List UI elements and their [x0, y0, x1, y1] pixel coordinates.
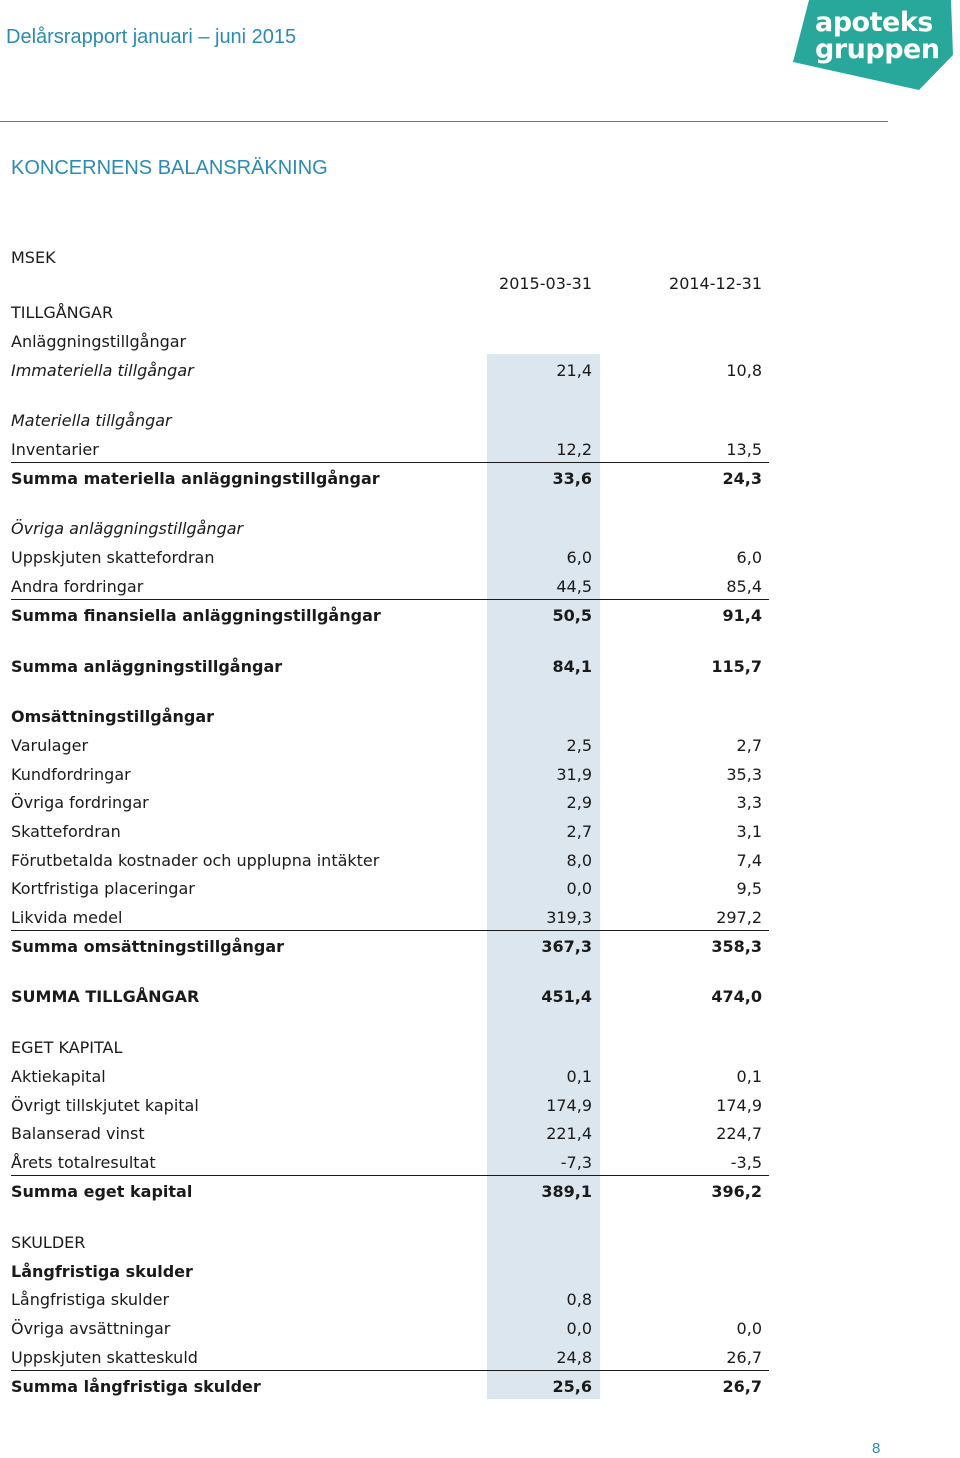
table-row: [0, 878, 960, 902]
logo-line2: gruppen: [815, 34, 940, 65]
value-2015-03-31: 451,4: [541, 987, 592, 1006]
row-label: Balanserad vinst: [11, 1124, 145, 1143]
value-2015-03-31: 0,8: [566, 1290, 592, 1309]
row-label: Anläggningstillgångar: [11, 332, 187, 351]
table-row: [0, 468, 960, 492]
value-2014-12-31: 3,1: [736, 822, 762, 841]
value-2014-12-31: 358,3: [711, 937, 762, 956]
row-label: Årets totalresultat: [11, 1153, 156, 1172]
table-row: [0, 439, 960, 463]
value-2014-12-31: 24,3: [722, 469, 762, 488]
value-2015-03-31: 33,6: [552, 469, 592, 488]
row-label: Immateriella tillgångar: [11, 361, 194, 380]
value-2014-12-31: 13,5: [726, 440, 762, 459]
value-2015-03-31: 221,4: [546, 1124, 592, 1143]
table-row: [0, 360, 960, 384]
table-row: [0, 1095, 960, 1119]
table-row: [0, 1347, 960, 1371]
logo-line1: apoteks: [815, 7, 933, 38]
value-2015-03-31: 0,0: [566, 879, 592, 898]
row-label: Likvida medel: [11, 908, 123, 927]
row-label: Långfristiga skulder: [11, 1290, 170, 1309]
value-2014-12-31: 174,9: [716, 1096, 762, 1115]
row-label: Summa långfristiga skulder: [11, 1377, 261, 1396]
row-label: Omsättningstillgångar: [11, 707, 215, 726]
table-row: [0, 850, 960, 874]
row-label: SUMMA TILLGÅNGAR: [11, 987, 200, 1006]
value-2015-03-31: 21,4: [556, 361, 592, 380]
page-number: 8: [872, 1440, 881, 1457]
row-label: Inventarier: [11, 440, 99, 459]
column-header-2015: 2015-03-31: [499, 274, 592, 293]
table-row: [0, 547, 960, 571]
row-label: Kortfristiga placeringar: [11, 879, 195, 898]
value-2015-03-31: 24,8: [556, 1348, 592, 1367]
subtotal-rule: [11, 1370, 769, 1371]
table-row: [0, 1181, 960, 1205]
value-2015-03-31: 2,7: [566, 822, 592, 841]
value-2014-12-31: 85,4: [726, 577, 762, 596]
value-2015-03-31: 367,3: [541, 937, 592, 956]
value-2014-12-31: 9,5: [736, 879, 762, 898]
row-label: Uppskjuten skattefordran: [11, 548, 215, 567]
value-2014-12-31: 224,7: [716, 1124, 762, 1143]
apoteksgruppen-logo: [791, 0, 956, 92]
row-label: Summa omsättningstillgångar: [11, 937, 285, 956]
value-2014-12-31: 26,7: [722, 1377, 762, 1396]
row-label: Långfristiga skulder: [11, 1262, 193, 1281]
value-2015-03-31: 8,0: [566, 851, 592, 870]
value-2014-12-31: 7,4: [736, 851, 762, 870]
table-row: [0, 1318, 960, 1342]
row-label: Andra fordringar: [11, 577, 144, 596]
subtotal-rule: [11, 1175, 769, 1176]
value-2015-03-31: 2,5: [566, 736, 592, 755]
unit-label: MSEK: [11, 248, 56, 267]
table-row: [0, 1261, 960, 1285]
row-label: Summa eget kapital: [11, 1182, 193, 1201]
section-title: KONCERNENS BALANSRÄKNING: [11, 157, 328, 179]
value-2014-12-31: -3,5: [730, 1153, 762, 1172]
value-2015-03-31: 84,1: [552, 657, 592, 676]
value-2015-03-31: 2,9: [566, 793, 592, 812]
table-row: [0, 331, 960, 355]
table-row: [0, 410, 960, 434]
table-row: [0, 792, 960, 816]
row-label: Summa anläggningstillgångar: [11, 657, 283, 676]
value-2015-03-31: 0,1: [566, 1067, 592, 1086]
table-row: [0, 1376, 960, 1400]
column-header-2014: 2014-12-31: [669, 274, 762, 293]
value-2014-12-31: 35,3: [726, 765, 762, 784]
table-row: [0, 764, 960, 788]
row-label: Övriga anläggningstillgångar: [11, 519, 244, 538]
value-2015-03-31: -7,3: [560, 1153, 592, 1172]
row-label: Skattefordran: [11, 822, 121, 841]
table-row: [0, 1123, 960, 1147]
table-row: [0, 1037, 960, 1061]
value-2014-12-31: 474,0: [711, 987, 762, 1006]
row-label: Kundfordringar: [11, 765, 131, 784]
value-2014-12-31: 0,0: [736, 1319, 762, 1338]
row-label: Varulager: [11, 736, 89, 755]
value-2015-03-31: 25,6: [552, 1377, 592, 1396]
row-label: Summa materiella anläggningstillgångar: [11, 469, 380, 488]
value-2015-03-31: 0,0: [566, 1319, 592, 1338]
table-row: [0, 821, 960, 845]
table-row: [0, 576, 960, 600]
value-2015-03-31: 319,3: [546, 908, 592, 927]
value-2015-03-31: 12,2: [556, 440, 592, 459]
table-row: [0, 907, 960, 931]
value-2015-03-31: 50,5: [552, 606, 592, 625]
table-row: [0, 1232, 960, 1256]
row-label: EGET KAPITAL: [11, 1038, 123, 1057]
header-divider: [0, 121, 888, 122]
value-2015-03-31: 6,0: [566, 548, 592, 567]
row-label: Summa finansiella anläggningstillgångar: [11, 606, 381, 625]
table-row: [0, 936, 960, 960]
row-label: Övriga fordringar: [11, 793, 149, 812]
value-2014-12-31: 3,3: [736, 793, 762, 812]
table-row: [0, 302, 960, 326]
row-label: Förutbetalda kostnader och upplupna intäkter: [11, 851, 380, 870]
value-2015-03-31: 44,5: [556, 577, 592, 596]
value-2015-03-31: 389,1: [541, 1182, 592, 1201]
row-label: Övriga avsättningar: [11, 1319, 171, 1338]
subtotal-rule: [11, 462, 769, 463]
subtotal-rule: [11, 930, 769, 931]
value-2014-12-31: 115,7: [711, 657, 762, 676]
table-row: [0, 1289, 960, 1313]
row-label: Övrigt tillskjutet kapital: [11, 1096, 199, 1115]
value-2014-12-31: 2,7: [736, 736, 762, 755]
row-label: SKULDER: [11, 1233, 86, 1252]
value-2014-12-31: 6,0: [736, 548, 762, 567]
row-label: TILLGÅNGAR: [11, 303, 114, 322]
table-row: [0, 1152, 960, 1176]
row-label: Uppskjuten skatteskuld: [11, 1348, 198, 1367]
value-2014-12-31: 10,8: [726, 361, 762, 380]
table-row: [0, 605, 960, 629]
value-2015-03-31: 174,9: [546, 1096, 592, 1115]
table-row: [0, 656, 960, 680]
table-row: [0, 706, 960, 730]
value-2014-12-31: 396,2: [711, 1182, 762, 1201]
report-title: Delårsrapport januari – juni 2015: [6, 26, 297, 48]
value-2015-03-31: 31,9: [556, 765, 592, 784]
value-2014-12-31: 297,2: [716, 908, 762, 927]
table-row: [0, 735, 960, 759]
table-row: [0, 518, 960, 542]
value-2014-12-31: 26,7: [726, 1348, 762, 1367]
table-row: [0, 986, 960, 1010]
value-2014-12-31: 91,4: [722, 606, 762, 625]
table-row: [0, 1066, 960, 1090]
value-2014-12-31: 0,1: [736, 1067, 762, 1086]
row-label: Aktiekapital: [11, 1067, 106, 1086]
row-label: Materiella tillgångar: [11, 411, 172, 430]
subtotal-rule: [11, 599, 769, 600]
